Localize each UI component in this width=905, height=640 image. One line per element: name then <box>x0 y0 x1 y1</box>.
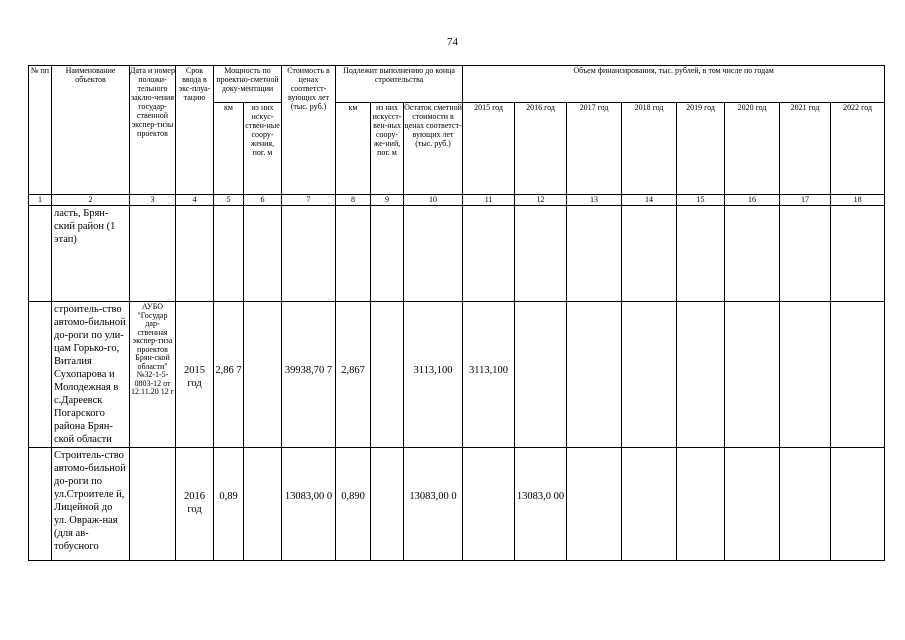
header-number: № пп <box>29 66 52 195</box>
header-remaining-cost: Остаток сметной стоимости в ценах соответст-вующих лет (тыс. руб.) <box>404 103 463 195</box>
expertise-cell <box>130 206 176 302</box>
financing-2016: 13083,0 00 <box>515 448 567 561</box>
header-capacity: Мощность по проектно-сметной доку-ментации <box>214 66 282 103</box>
header-commission-term: Срок ввода в экс-плуа-тацию <box>176 66 214 195</box>
header-year-2022: 2022 год <box>831 103 885 195</box>
commission-term: 2015 год <box>176 302 214 448</box>
header-year-2016: 2016 год <box>515 103 567 195</box>
page-number: 74 <box>447 36 458 48</box>
column-number: 10 <box>404 195 463 206</box>
expertise-cell <box>130 448 176 561</box>
column-number: 14 <box>622 195 677 206</box>
column-number: 3 <box>130 195 176 206</box>
header-financing: Объем финансирования, тыс. рублей, в том числе по годам <box>463 66 885 103</box>
financing-table <box>28 65 885 561</box>
header-year-2018: 2018 год <box>622 103 677 195</box>
column-number: 12 <box>515 195 567 206</box>
artificial-structures <box>244 302 282 448</box>
header-km: км <box>214 103 244 195</box>
object-name: ласть, Брян-ский район (1 этап) <box>52 206 130 302</box>
cost-value: 39938,70 7 <box>282 302 336 448</box>
column-number: 6 <box>244 195 282 206</box>
column-number: 7 <box>282 195 336 206</box>
header-cost: Стоимость в ценах соответст-вующих лет (тыс. руб.) <box>282 66 336 195</box>
table-row <box>29 302 885 448</box>
remaining-artificial <box>371 448 404 561</box>
column-number: 9 <box>371 195 404 206</box>
column-number: 2 <box>52 195 130 206</box>
column-number: 8 <box>336 195 371 206</box>
object-name: строитель-ство автомо-бильной до-роги по ули-цам Горько-го, Виталия Сухопарова и Молодежная в с.Дареевск Погарского района Брян-ской области <box>52 302 130 448</box>
column-number: 5 <box>214 195 244 206</box>
column-number: 15 <box>677 195 725 206</box>
column-number: 4 <box>176 195 214 206</box>
object-name: Строитель-ство автомо-бильной до-роги по ул.Строителе й, Лицейной до ул. Овраж-ная (для ав-тобусного <box>52 448 130 561</box>
cost-value: 13083,00 0 <box>282 448 336 561</box>
header-km-remaining: км <box>336 103 371 195</box>
commission-term: 2016 год <box>176 448 214 561</box>
header-year-2015: 2015 год <box>463 103 515 195</box>
remaining-cost: 3113,100 <box>404 302 463 448</box>
header-year-2019: 2019 год <box>677 103 725 195</box>
table-row <box>29 206 885 302</box>
column-number: 16 <box>725 195 780 206</box>
header-artificial-structures: из них искус-ствен-ные соору-жения, пог. м <box>244 103 282 195</box>
remaining-artificial <box>371 302 404 448</box>
column-number: 18 <box>831 195 885 206</box>
remaining-cost: 13083,00 0 <box>404 448 463 561</box>
remaining-km: 0,890 <box>336 448 371 561</box>
financing-2015: 3113,100 <box>463 302 515 448</box>
column-number: 11 <box>463 195 515 206</box>
header-remaining-work: Подлежит выполнению до конца строительства <box>336 66 463 103</box>
artificial-structures <box>244 448 282 561</box>
financing-2016 <box>515 302 567 448</box>
length-km: 0,89 <box>214 448 244 561</box>
header-year-2017: 2017 год <box>567 103 622 195</box>
table-row <box>29 448 885 561</box>
header-expertise: Дата и номер положи-тельного заклю-чения государ-ственной экспер-тизы проектов <box>130 66 176 195</box>
header-year-2020: 2020 год <box>725 103 780 195</box>
remaining-km: 2,867 <box>336 302 371 448</box>
header-year-2021: 2021 год <box>780 103 831 195</box>
financing-2015 <box>463 448 515 561</box>
column-number: 1 <box>29 195 52 206</box>
column-number: 17 <box>780 195 831 206</box>
length-km: 2,86 7 <box>214 302 244 448</box>
header-object-name: Наименование объектов <box>52 66 130 195</box>
column-number-row <box>29 195 885 206</box>
expertise-cell: АУБО "Государ дар-ственная экспер-тиза проектов Брян-ской области" №32-1-5-0803-12 от 12.11.20 12 г <box>130 302 176 448</box>
header-artificial-remaining: из них искусст-вен-ных соору-же-ний, пог. м <box>371 103 404 195</box>
column-number: 13 <box>567 195 622 206</box>
